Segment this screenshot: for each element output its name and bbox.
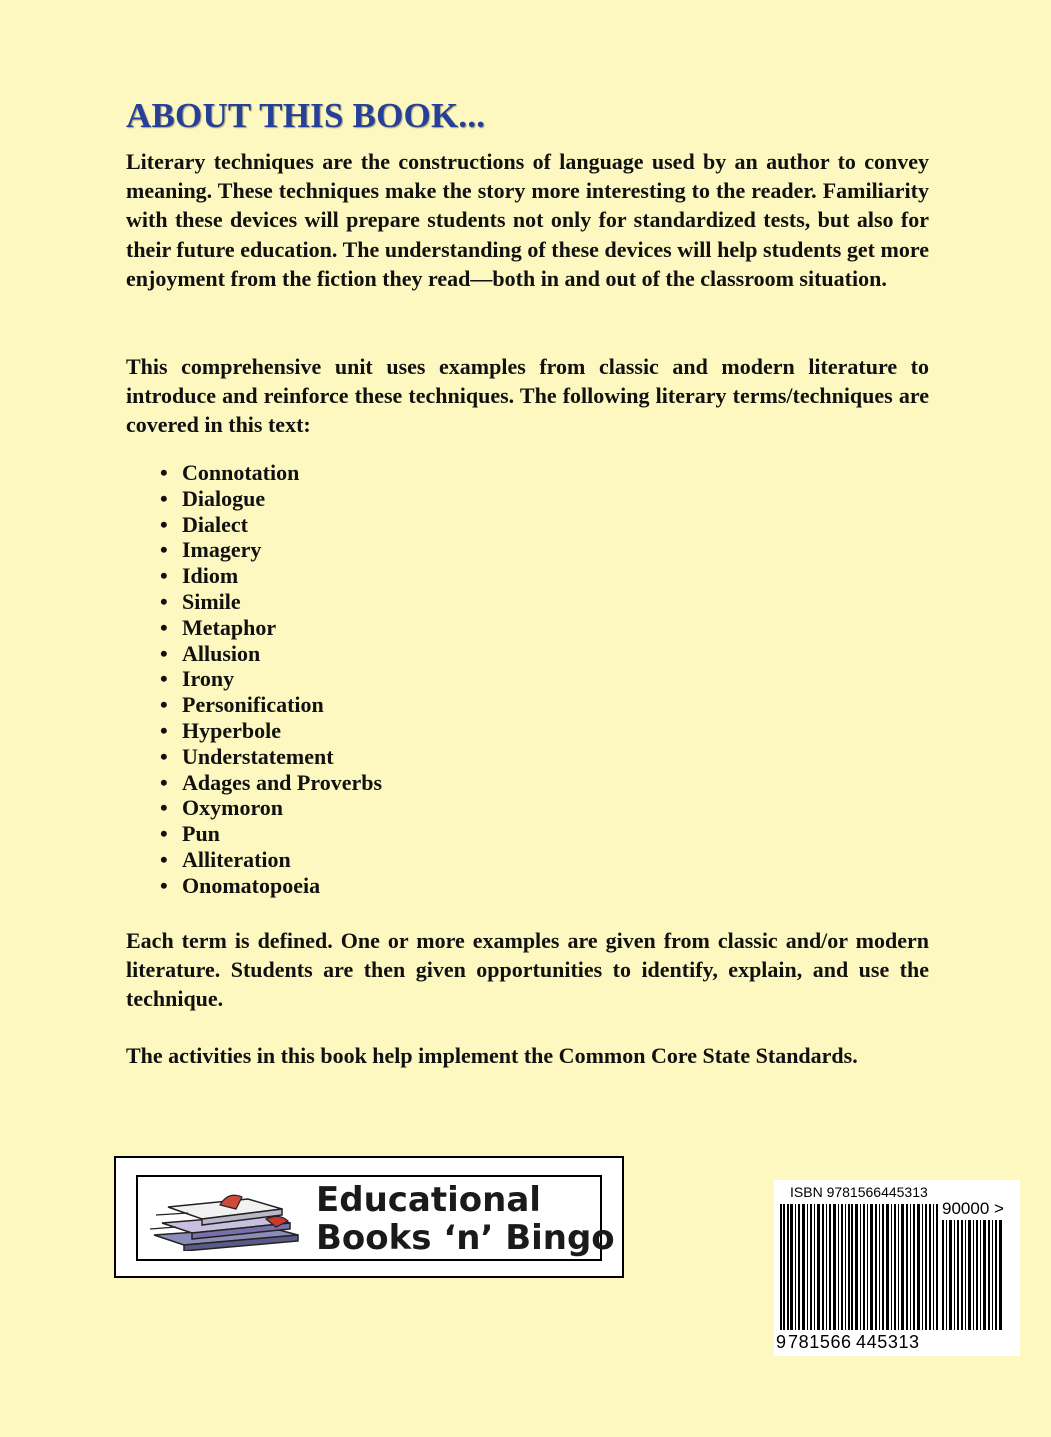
definition-paragraph: Each term is defined. One or more examples are given from classic and/or modern literature. Students are then given opportunities to identify, explain, and use the technique. [126, 928, 929, 1012]
term-label: Oxymoron [182, 795, 284, 821]
list-item [160, 770, 382, 796]
list-item [160, 486, 382, 512]
list-item [160, 589, 382, 615]
price-code: 90000 > [942, 1199, 1004, 1218]
bullet-icon: • [160, 614, 168, 640]
list-item [160, 718, 382, 744]
barcode-bars-icon [780, 1182, 940, 1332]
list-item [160, 537, 382, 563]
list-item [160, 821, 382, 847]
bullet-icon: • [160, 717, 168, 743]
bullet-icon: • [160, 666, 168, 692]
bullet-icon: • [160, 588, 168, 614]
bullet-icon: • [160, 640, 168, 666]
term-label: Personification [182, 692, 324, 718]
term-label: Hyperbole [182, 717, 281, 743]
bullet-icon: • [160, 537, 168, 563]
term-label: Dialect [182, 511, 248, 537]
intro-paragraph: Literary techniques are the constructions of language used by an author to convey meaning. These techniques make the story more interesting to the reader. Familiarity with these devices will prepare students not only for standardized tests, but also for their future education. The understanding of these devices will help students get more enjoyment from the fiction they read—both in and out of the classroom situation. [126, 149, 929, 291]
bullet-icon: • [160, 460, 168, 485]
standards-paragraph: The activities in this book help implement the Common Core State Standards. [126, 1043, 858, 1068]
barcode-digit-group1: 781566 [788, 1332, 852, 1352]
list-item [160, 666, 382, 692]
page-heading: ABOUT THIS BOOK... [126, 96, 486, 135]
bullet-icon: • [160, 795, 168, 821]
list-item [160, 460, 382, 486]
publisher-logo-frame [136, 1175, 615, 1261]
list-item [160, 615, 382, 641]
publisher-logo [114, 1156, 624, 1278]
bullet-icon: • [160, 563, 168, 589]
term-label: Allusion [182, 640, 261, 666]
isbn-barcode [774, 1180, 1020, 1356]
unit-paragraph: This comprehensive unit uses examples from classic and modern literature to introduce and reinforce these techniques. The following literary terms/techniques are covered in this text: [126, 354, 929, 438]
term-label: Connotation [182, 460, 300, 485]
publisher-name [316, 1181, 615, 1257]
term-label: Pun [182, 821, 220, 847]
list-item [160, 563, 382, 589]
list-item [160, 692, 382, 718]
barcode-digit-lead: 9 [776, 1332, 787, 1352]
publisher-name-line2: Books ‘n’ Bingo [316, 1218, 615, 1258]
term-label: Imagery [182, 537, 262, 563]
list-item [160, 847, 382, 873]
term-label: Irony [182, 666, 235, 692]
term-label: Understatement [182, 743, 334, 769]
bullet-icon: • [160, 769, 168, 795]
bullet-icon: • [160, 511, 168, 537]
bullet-icon: • [160, 821, 168, 847]
barcode-digit-group2: 445313 [856, 1332, 920, 1352]
isbn-label: ISBN 9781566445313 [790, 1184, 928, 1200]
term-label: Adages and Proverbs [182, 769, 383, 795]
term-label: Simile [182, 588, 241, 614]
bullet-icon: • [160, 692, 168, 718]
addon-barcode-icon [942, 1220, 1004, 1330]
publisher-name-line1: Educational [316, 1180, 541, 1220]
terms-list [160, 460, 382, 899]
barcode-digits [774, 1332, 920, 1437]
term-label: Dialogue [182, 485, 266, 511]
term-label: Idiom [182, 563, 239, 589]
list-item [160, 641, 382, 667]
term-label: Alliteration [182, 846, 291, 872]
list-item [160, 795, 382, 821]
term-label: Onomatopoeia [182, 872, 321, 898]
bullet-icon: • [160, 485, 168, 511]
list-item [160, 873, 382, 899]
bullet-icon: • [160, 872, 168, 898]
books-stack-icon [148, 1185, 308, 1251]
list-item [160, 512, 382, 538]
list-item [160, 744, 382, 770]
bullet-icon: • [160, 846, 168, 872]
term-label: Metaphor [182, 614, 277, 640]
bullet-icon: • [160, 743, 168, 769]
